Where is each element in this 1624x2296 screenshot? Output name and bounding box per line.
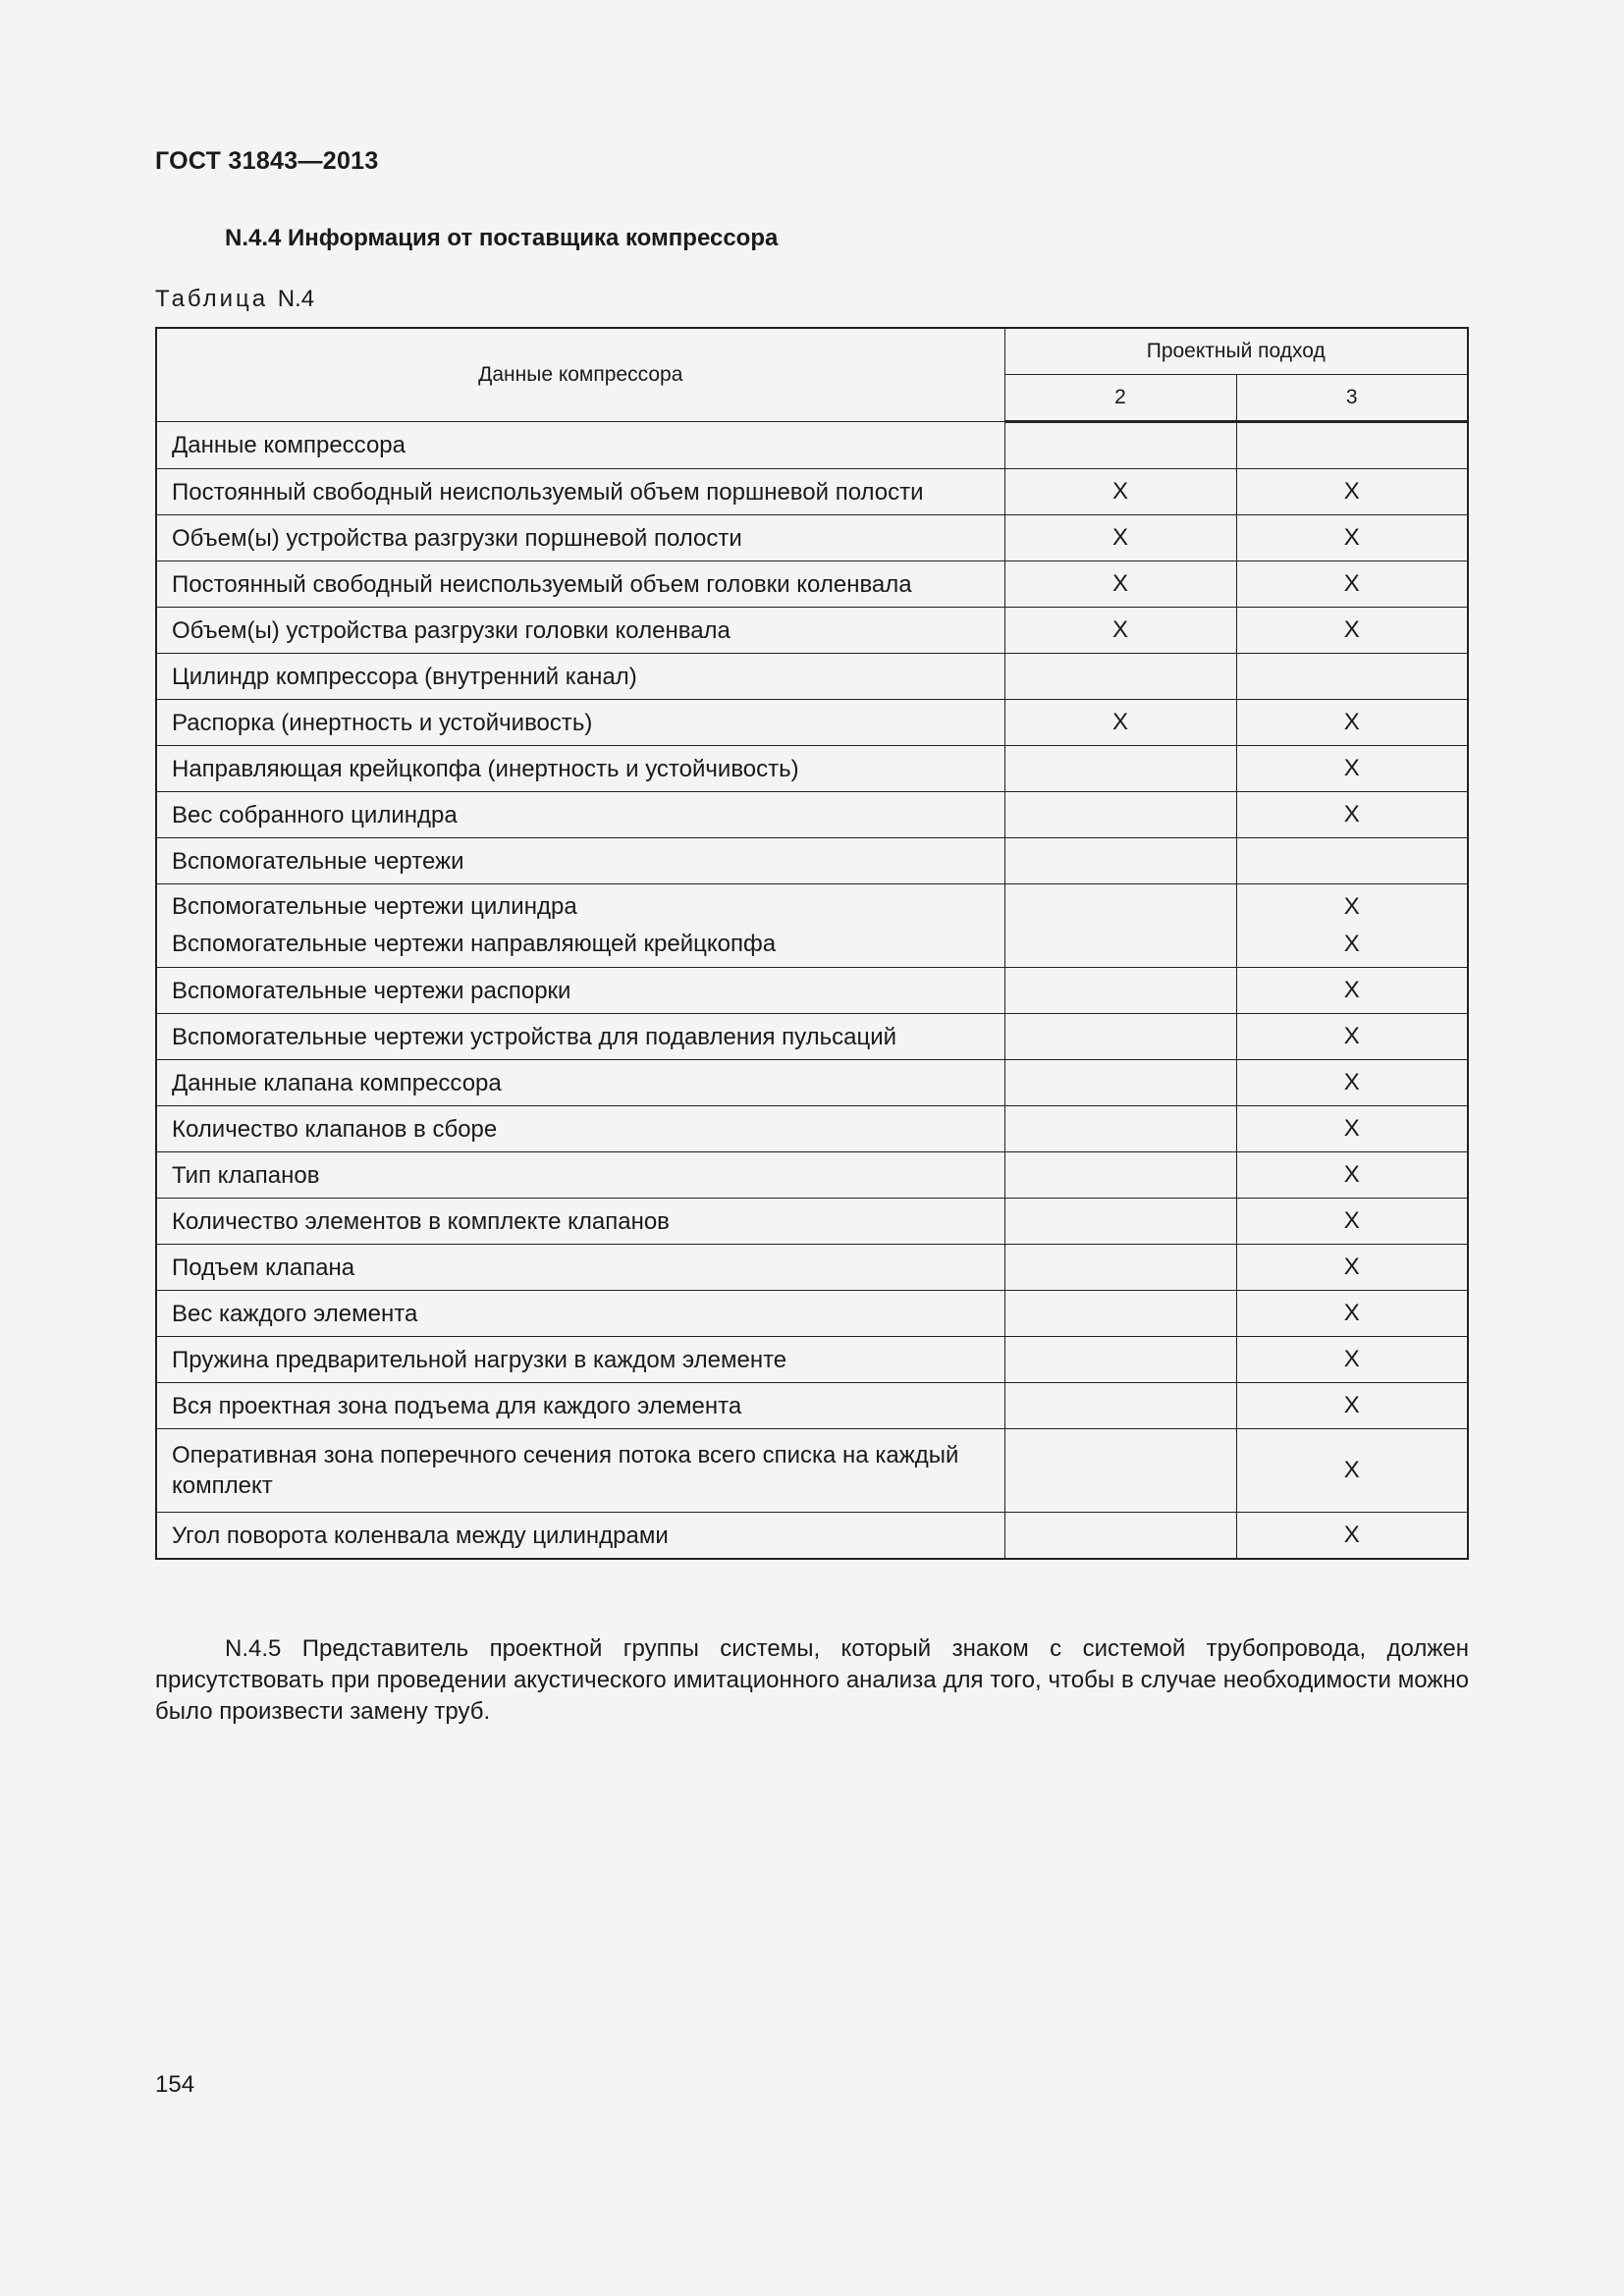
approach-2-cell [1004, 1152, 1236, 1199]
table-row [156, 469, 1468, 515]
mark-text: X [1111, 709, 1128, 735]
table-row [156, 1383, 1468, 1429]
row-name-cell [156, 1060, 1004, 1106]
approach-3-cell [1236, 968, 1468, 1014]
row-name-cell [156, 792, 1004, 838]
document-code: ГОСТ 31843—2013 [155, 147, 379, 175]
row-name-text: Количество элементов в комплекте клапанов [172, 1207, 670, 1235]
mark-text: X [1343, 709, 1360, 735]
approach-3-cell [1236, 1513, 1468, 1560]
row-name-text: Данные компрессора [172, 432, 406, 458]
approach-2-cell [1004, 1291, 1236, 1337]
table-row [156, 746, 1468, 792]
mark-text: X [1343, 1023, 1360, 1049]
approach-2-cell [1004, 968, 1236, 1014]
table-row [156, 608, 1468, 654]
table-body [156, 422, 1468, 1560]
mark-text: X [1343, 1346, 1360, 1372]
approach-2-cell [1004, 1513, 1236, 1560]
subheader-approach-2: 2 [1004, 375, 1236, 422]
row-name-cell [156, 1337, 1004, 1383]
mark-text: X [1343, 1300, 1360, 1326]
approach-3-cell [1236, 1014, 1468, 1060]
row-name-cell [156, 422, 1004, 469]
compressor-data-table [155, 327, 1469, 1560]
approach-3-cell [1236, 1106, 1468, 1152]
row-name-cell [156, 968, 1004, 1014]
approach-3-cell [1236, 561, 1468, 608]
row-name-text: Цилиндр компрессора (внутренний канал) [172, 663, 637, 690]
mark-text: X [1343, 478, 1360, 505]
mark-text: X [1343, 1207, 1360, 1234]
row-name-text: Вспомогательные чертежи устройства для подавления пульсаций [172, 1023, 897, 1050]
mark-text: X [1343, 755, 1360, 781]
row-name-text: Данные клапана компрессора [172, 1069, 502, 1096]
approach-2-cell [1004, 700, 1236, 746]
table-row [156, 1337, 1468, 1383]
approach-2-cell [1004, 1383, 1236, 1429]
table-row [156, 1245, 1468, 1291]
row-name-cell [156, 608, 1004, 654]
mark-text: X [1111, 570, 1128, 597]
approach-3-cell [1236, 700, 1468, 746]
row-name-text: Тип клапанов [172, 1161, 320, 1189]
row-name-cell [156, 1383, 1004, 1429]
approach-3-cell [1236, 515, 1468, 561]
table-row [156, 1106, 1468, 1152]
table-caption [155, 286, 314, 313]
row-name-cell [156, 1291, 1004, 1337]
column-header-compressor-data: Данные компрессора [156, 328, 1004, 422]
table-row [156, 884, 1468, 968]
mark-text: X [1343, 524, 1360, 551]
row-name-text: Подъем клапана [172, 1254, 355, 1281]
table-row [156, 561, 1468, 608]
row-name-text: Вспомогательные чертежи распорки [172, 977, 571, 1004]
approach-3-cell [1236, 654, 1468, 700]
approach-2-cell [1004, 422, 1236, 469]
approach-3-cell [1236, 469, 1468, 515]
group-header-design-approach: Проектный подход [1004, 328, 1468, 375]
row-name-cell [156, 838, 1004, 884]
mark-text: X [1343, 1392, 1360, 1418]
approach-2-cell [1004, 792, 1236, 838]
approach-3-cell [1236, 608, 1468, 654]
approach-2-cell [1004, 1245, 1236, 1291]
approach-2-cell [1004, 1060, 1236, 1106]
row-name-cell [156, 1014, 1004, 1060]
row-name-text: Вес каждого элемента [172, 1300, 418, 1327]
row-name-text: Вся проектная зона подъема для каждого элемента [172, 1392, 742, 1419]
approach-2-cell [1004, 469, 1236, 515]
row-name-cell [156, 746, 1004, 792]
row-name-cell [156, 1106, 1004, 1152]
mark-text: X [1111, 524, 1128, 551]
approach-3-cell [1236, 792, 1468, 838]
row-name-text: Пружина предварительной нагрузки в каждом элементе [172, 1346, 787, 1373]
row-name-cell [156, 469, 1004, 515]
table-row [156, 1199, 1468, 1245]
row-name-cell [156, 700, 1004, 746]
mark-text: X [1343, 570, 1360, 597]
table-row [156, 792, 1468, 838]
approach-3-cell [1236, 1199, 1468, 1245]
row-name-cell [156, 884, 1004, 968]
row-name-cell [156, 1513, 1004, 1560]
approach-3-cell [1236, 1245, 1468, 1291]
approach-2-cell [1004, 746, 1236, 792]
approach-2-cell [1004, 1014, 1236, 1060]
section-title: N.4.4 Информация от поставщика компрессора [225, 225, 779, 251]
table-row [156, 1429, 1468, 1513]
approach-2-cell [1004, 608, 1236, 654]
row-name-text: Распорка (инертность и устойчивость) [172, 709, 593, 736]
row-name-text: Вспомогательные чертежи направляющей крейцкопфа [172, 931, 777, 957]
table-row [156, 1060, 1468, 1106]
approach-3-cell [1236, 1337, 1468, 1383]
page-number: 154 [155, 2071, 195, 2098]
approach-2-cell [1004, 654, 1236, 700]
approach-3-cell [1236, 746, 1468, 792]
table-row [156, 1513, 1468, 1560]
approach-3-cell [1236, 1291, 1468, 1337]
row-name-text: Вспомогательные чертежи [172, 847, 464, 875]
mark-text: X [1343, 1254, 1360, 1280]
row-name-cell [156, 1245, 1004, 1291]
approach-2-cell [1004, 1337, 1236, 1383]
table-row [156, 968, 1468, 1014]
row-name-text: Объем(ы) устройства разгрузки поршневой полости [172, 524, 742, 552]
approach-3-cell [1236, 1429, 1468, 1513]
row-name-text: Оперативная зона поперечного сечения потока всего списка на каждый комплект [172, 1442, 959, 1499]
approach-3-cell [1236, 838, 1468, 884]
approach-2-cell [1004, 1199, 1236, 1245]
mark-text: X [1343, 893, 1360, 920]
table-row [156, 422, 1468, 469]
table-caption-number: N.4 [277, 286, 315, 312]
approach-2-cell [1004, 838, 1236, 884]
row-name-text: Вспомогательные чертежи цилиндра [172, 893, 577, 920]
mark-text: X [1343, 1522, 1360, 1548]
row-name-cell [156, 515, 1004, 561]
table-row [156, 1291, 1468, 1337]
table-row [156, 1152, 1468, 1199]
row-name-cell [156, 654, 1004, 700]
mark-text: X [1111, 616, 1128, 643]
paragraph-n45: N.4.5 Представитель проектной группы системы, который знаком с системой трубопровода, должен присутствовать при проведении акустического имитационного анализа для того, чтобы в случае необходимости можно было произвести замену труб. [155, 1635, 1469, 1725]
row-name-text: Вес собранного цилиндра [172, 801, 458, 828]
row-name-text: Постоянный свободный неиспользуемый объем поршневой полости [172, 478, 924, 506]
mark-text: X [1343, 931, 1360, 957]
table-row [156, 838, 1468, 884]
approach-3-cell [1236, 1383, 1468, 1429]
approach-3-cell [1236, 1060, 1468, 1106]
table-row [156, 515, 1468, 561]
subheader-approach-3: 3 [1236, 375, 1468, 422]
approach-2-cell [1004, 515, 1236, 561]
approach-3-cell [1236, 884, 1468, 968]
mark-text: X [1343, 1069, 1360, 1095]
row-name-text: Объем(ы) устройства разгрузки головки коленвала [172, 616, 731, 644]
table-row [156, 700, 1468, 746]
row-name-cell [156, 561, 1004, 608]
table-row [156, 1014, 1468, 1060]
row-name-cell [156, 1152, 1004, 1199]
mark-text: X [1343, 1115, 1360, 1142]
mark-text: X [1343, 977, 1360, 1003]
row-name-text: Угол поворота коленвала между цилиндрами [172, 1522, 669, 1549]
row-name-text: Направляющая крейцкопфа (инертность и устойчивость) [172, 755, 799, 782]
approach-2-cell [1004, 1429, 1236, 1513]
row-name-text: Постоянный свободный неиспользуемый объем головки коленвала [172, 570, 912, 598]
mark-text: X [1343, 1457, 1360, 1483]
row-name-text: Количество клапанов в сборе [172, 1115, 498, 1143]
mark-text: X [1111, 478, 1128, 505]
table-caption-word: Таблица [155, 286, 269, 312]
mark-text: X [1343, 1161, 1360, 1188]
row-name-cell [156, 1199, 1004, 1245]
mark-text: X [1343, 801, 1360, 828]
approach-2-cell [1004, 561, 1236, 608]
row-name-cell [156, 1429, 1004, 1513]
approach-3-cell [1236, 422, 1468, 469]
approach-2-cell [1004, 884, 1236, 968]
approach-3-cell [1236, 1152, 1468, 1199]
table-row [156, 654, 1468, 700]
approach-2-cell [1004, 1106, 1236, 1152]
mark-text: X [1343, 616, 1360, 643]
